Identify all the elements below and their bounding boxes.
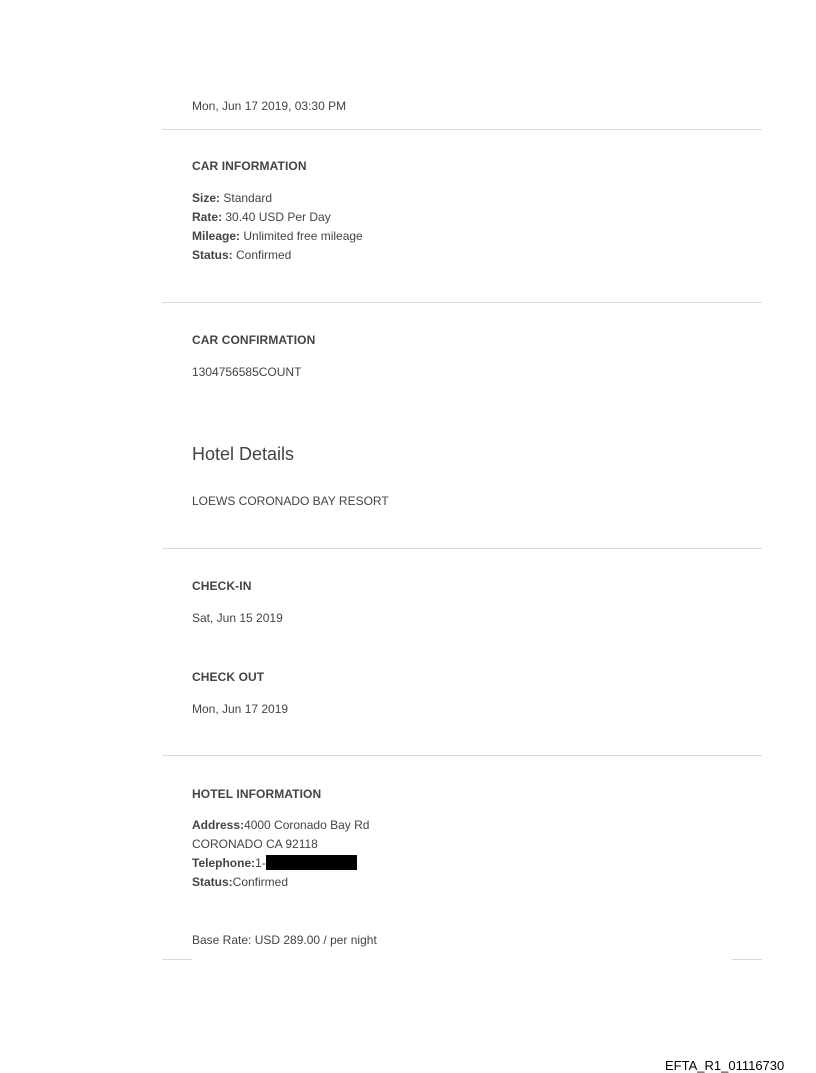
hotel-address-row	[192, 816, 369, 835]
car-status-value: Confirmed	[232, 248, 292, 262]
car-mileage-label: Mileage:	[192, 229, 241, 243]
divider	[162, 302, 762, 303]
hotel-name: LOEWS CORONADO BAY RESORT	[192, 494, 389, 508]
hotel-status-label: Status:	[192, 875, 233, 889]
hotel-address-label: Address:	[192, 818, 245, 832]
checkout-date: Mon, Jun 17 2019	[192, 702, 289, 716]
hotel-information-heading: HOTEL INFORMATION	[192, 787, 322, 801]
checkin-date: Sat, Jun 15 2019	[192, 611, 283, 625]
car-rate-value: 30.40 USD Per Day	[222, 210, 331, 224]
hotel-details-title: Hotel Details	[192, 444, 295, 464]
divider	[162, 548, 762, 549]
hotel-address-line2: CORONADO CA 92118	[192, 837, 318, 851]
car-status-row	[192, 246, 363, 265]
divider	[162, 755, 762, 756]
car-mileage-value: Unlimited free mileage	[240, 229, 363, 243]
car-rate-label: Rate:	[192, 210, 223, 224]
hotel-base-rate: Base Rate: USD 289.00 / per night	[192, 933, 377, 947]
car-rate-row	[192, 208, 363, 227]
car-dropoff-datetime: Mon, Jun 17 2019, 03:30 PM	[192, 99, 347, 113]
hotel-telephone-row	[192, 854, 369, 873]
car-information-details	[192, 189, 363, 265]
hotel-address-line1: 4000 Coronado Bay Rd	[244, 818, 370, 832]
divider-right-stub	[732, 959, 762, 960]
car-size-row	[192, 189, 363, 208]
divider-left-stub	[162, 959, 192, 960]
checkout-heading: CHECK OUT	[192, 670, 265, 684]
document-id: EFTA_R1_01116730	[665, 1058, 785, 1073]
hotel-telephone-value: 1-	[255, 856, 266, 870]
car-confirmation-heading: CAR CONFIRMATION	[192, 333, 316, 347]
redaction-box	[266, 855, 357, 870]
hotel-status-row	[192, 873, 369, 892]
car-size-value: Standard	[220, 191, 273, 205]
car-size-label: Size:	[192, 191, 221, 205]
divider	[162, 129, 762, 130]
car-mileage-row	[192, 227, 363, 246]
hotel-information-details	[192, 816, 369, 892]
car-status-label: Status:	[192, 248, 233, 262]
car-confirmation-number: 1304756585COUNT	[192, 365, 302, 379]
car-information-heading: CAR INFORMATION	[192, 159, 307, 173]
hotel-status-value: Confirmed	[232, 875, 289, 889]
hotel-telephone-label: Telephone:	[192, 856, 256, 870]
checkin-heading: CHECK-IN	[192, 579, 252, 593]
